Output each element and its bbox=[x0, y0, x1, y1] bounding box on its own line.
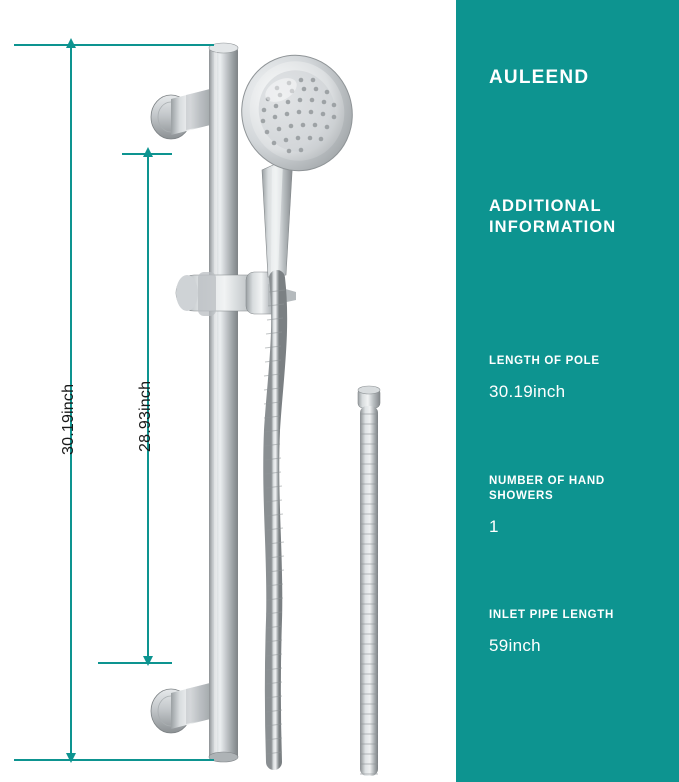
dim-overall-tick-bottom bbox=[14, 759, 214, 761]
spec-length-of-pole-value: 30.19inch bbox=[489, 382, 566, 401]
panel-heading-line2: INFORMATION bbox=[489, 218, 617, 236]
spec-inlet-pipe-length-value: 59inch bbox=[489, 636, 541, 655]
spec-inlet-pipe-length-label: INLET PIPE LENGTH bbox=[489, 609, 614, 621]
panel-heading-line1: ADDITIONAL bbox=[489, 197, 602, 215]
spec-inlet-pipe-length bbox=[489, 608, 669, 656]
spec-length-of-pole bbox=[489, 354, 669, 402]
shower-slide-bar bbox=[209, 43, 238, 762]
upper-wall-bracket bbox=[151, 88, 214, 139]
spec-number-of-hand-showers-label-line2: SHOWERS bbox=[489, 490, 554, 502]
hand-shower-head bbox=[227, 41, 367, 277]
dim-travel-arrow-bottom bbox=[143, 656, 153, 666]
dim-overall-tick-top bbox=[14, 44, 214, 46]
lower-wall-bracket bbox=[151, 682, 214, 733]
inlet-pipe bbox=[358, 386, 380, 776]
panel-heading bbox=[489, 196, 679, 238]
spec-number-of-hand-showers-label-line1: NUMBER OF HAND bbox=[489, 475, 605, 487]
dim-travel-tick-bottom bbox=[98, 662, 172, 664]
dim-travel-arrow-top bbox=[143, 147, 153, 157]
dim-travel-label: 28.93inch bbox=[137, 380, 154, 452]
spec-length-of-pole-label: LENGTH OF POLE bbox=[489, 355, 600, 367]
spec-number-of-hand-showers-label bbox=[489, 474, 669, 504]
dim-overall-arrow-bottom bbox=[66, 753, 76, 763]
dim-overall-arrow-top bbox=[66, 38, 76, 48]
brand-name: AULEEND bbox=[489, 67, 590, 88]
info-panel bbox=[456, 0, 679, 782]
spec-number-of-hand-showers bbox=[489, 474, 669, 537]
shower-hose bbox=[271, 278, 279, 762]
spec-number-of-hand-showers-value: 1 bbox=[489, 517, 499, 536]
dim-overall-label: 30.19inch bbox=[60, 383, 77, 455]
dim-travel-tick-top bbox=[122, 153, 172, 155]
